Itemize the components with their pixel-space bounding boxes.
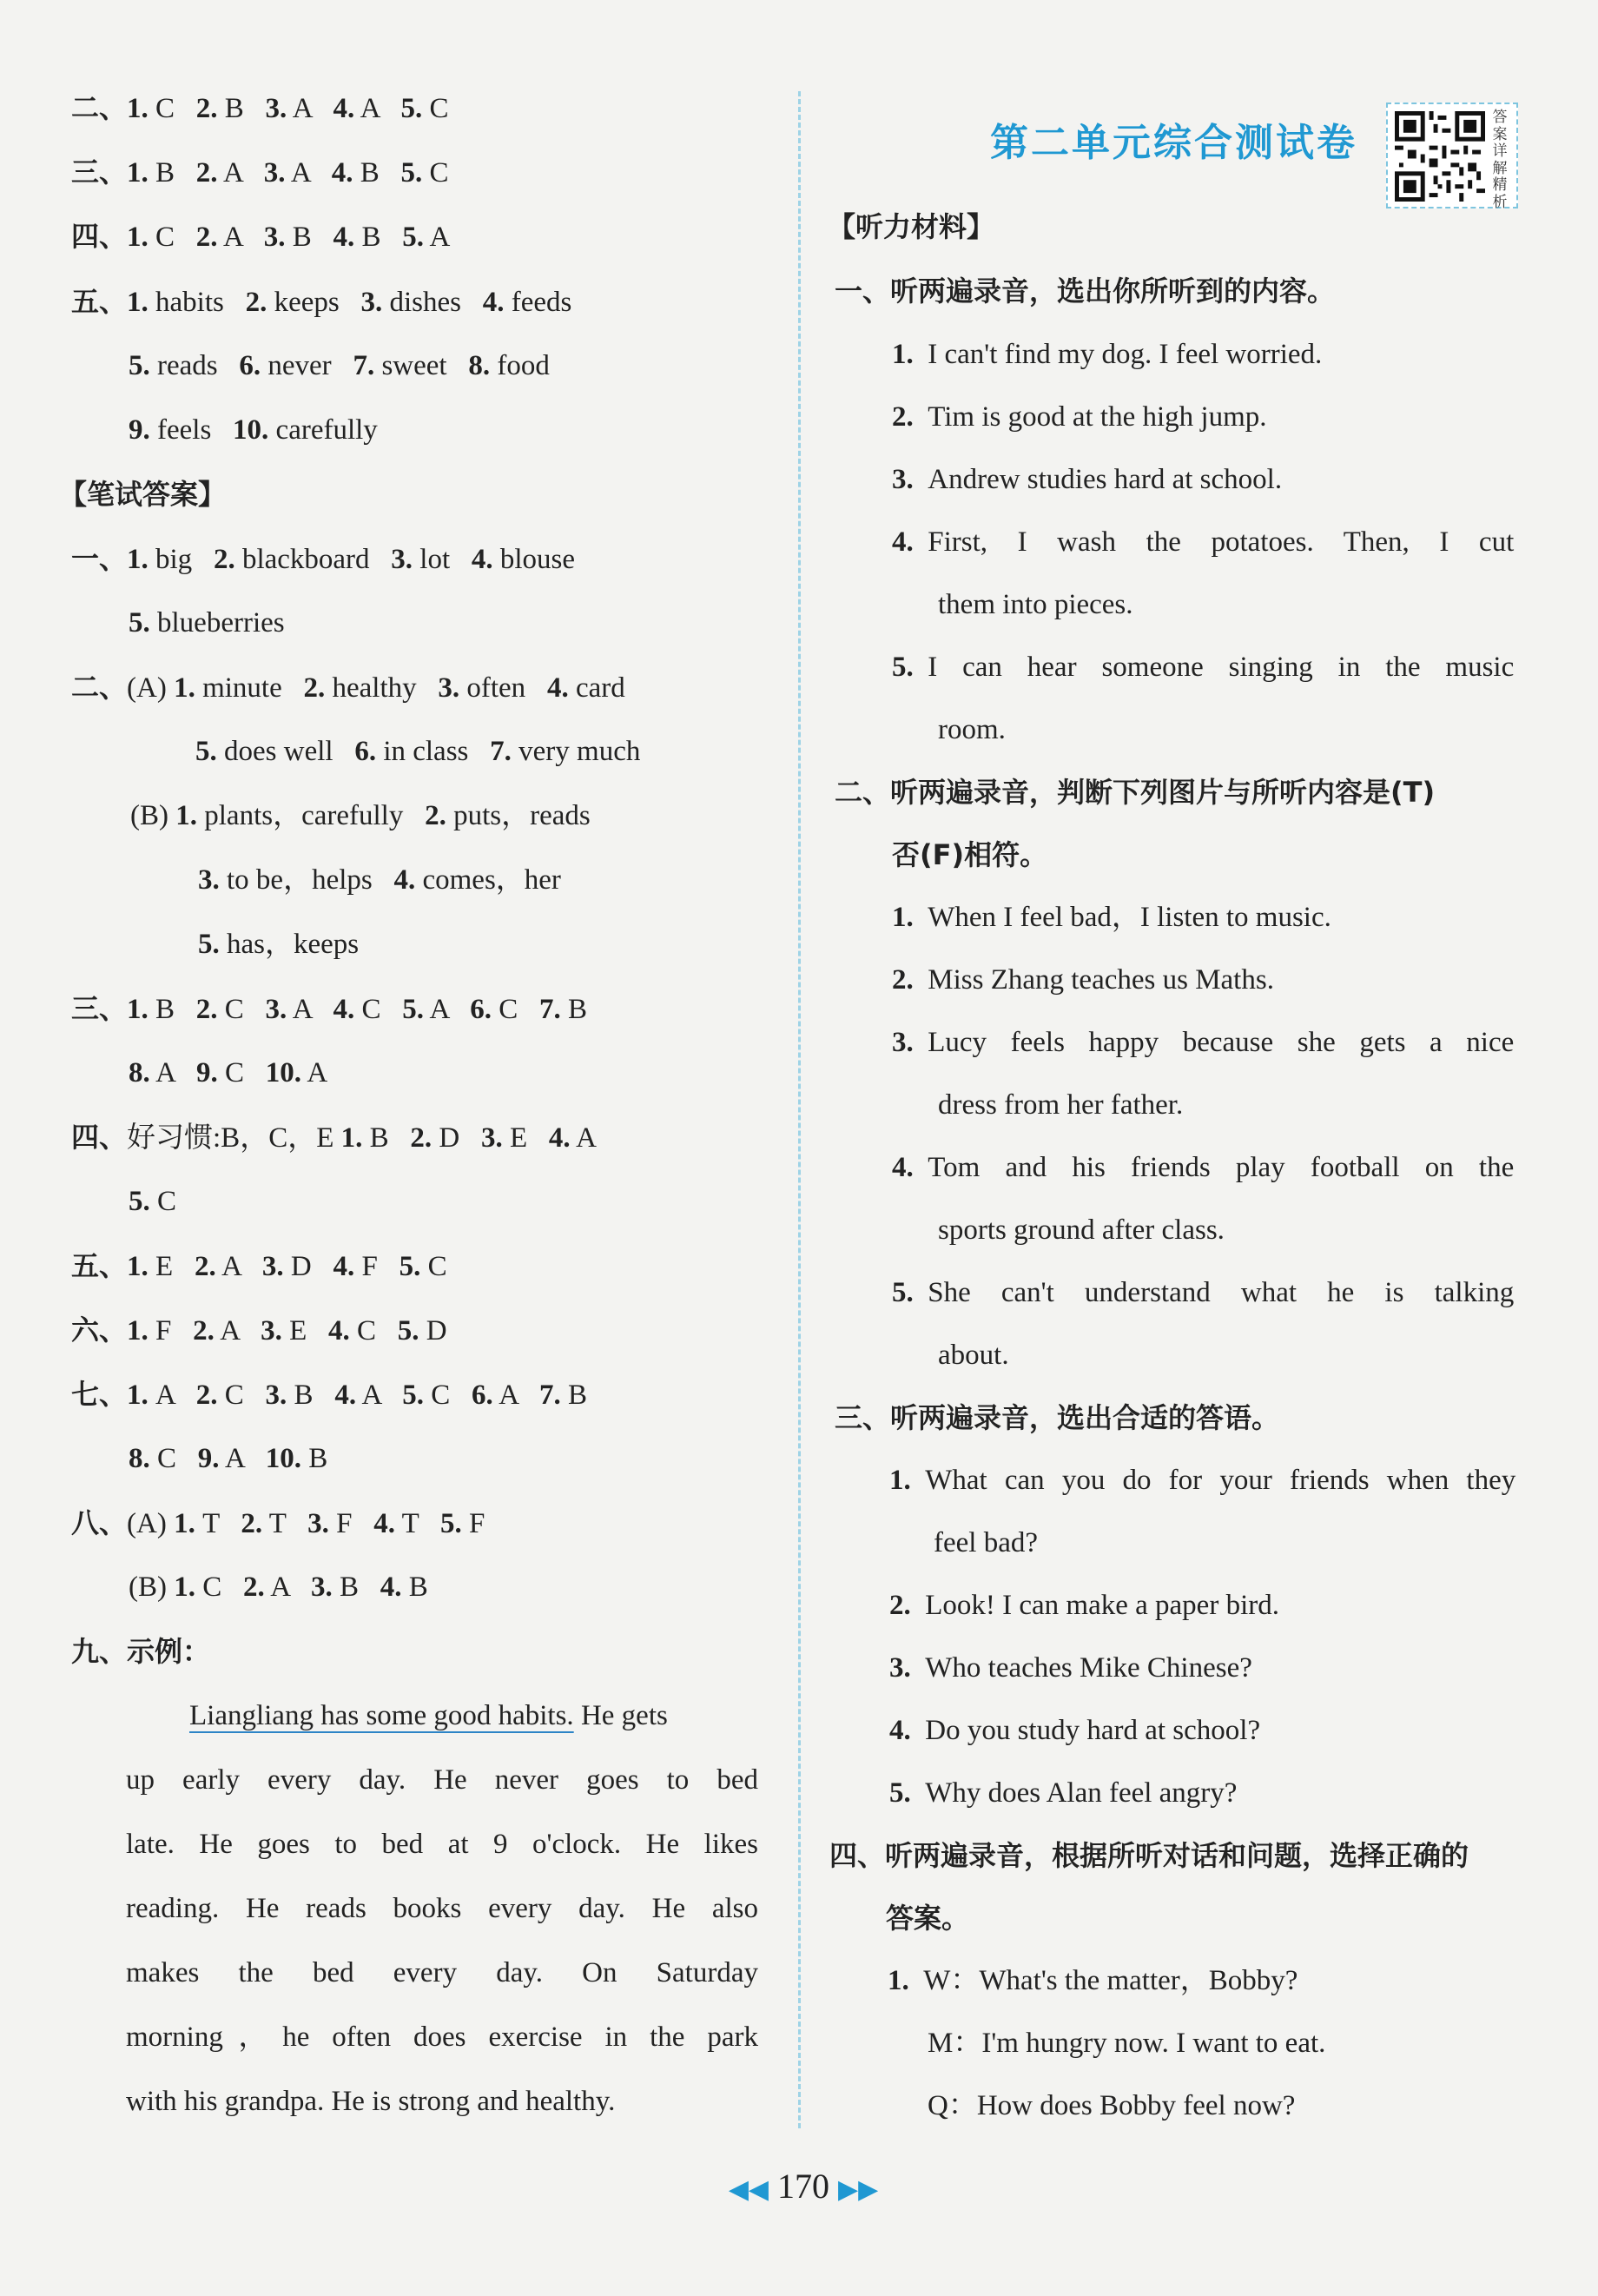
list-item: 1. What can you do for your friends when they xyxy=(889,1465,1516,1496)
section-title: 一、听两遍录音，选出你所听到的内容。 xyxy=(835,275,1336,308)
qr-label: 答案详解精析 xyxy=(1492,109,1508,211)
essay-line: morning，he often does exercise in the park xyxy=(126,2021,758,2053)
answer-row: 8. A 9. C 10. A xyxy=(129,1057,328,1088)
section-title: 二、听两遍录音，判断下列图片与所听内容是(T) xyxy=(835,776,1436,809)
list-item: 4. Tom and his friends play football on the xyxy=(892,1152,1515,1183)
essay-line: late. He goes to bed at 9 o'clock. He likes xyxy=(126,1829,758,1860)
list-item-continuation: them into pieces. xyxy=(938,589,1133,620)
answer-row: 五、1. habits 2. keeps 3. dishes 4. feeds xyxy=(71,285,572,318)
essay-line: up early every day. He never goes to bed xyxy=(126,1764,758,1796)
section-title: 四、听两遍录音，根据所听对话和问题，选择正确的 xyxy=(829,1839,1469,1872)
answer-row: 一、1. big 2. blackboard 3. lot 4. blouse xyxy=(71,542,576,575)
answer-row: 9. feels 10. carefully xyxy=(129,414,378,446)
section-title-continuation: 否(F)相符。 xyxy=(892,838,1048,871)
section-label: 九、示例： xyxy=(71,1635,211,1668)
page-number: 170 xyxy=(777,2167,829,2206)
answer-row: 七、1. A 2. C 3. B 4. A 5. C 6. A 7. B xyxy=(71,1378,587,1411)
next-arrows-icon[interactable]: ▶▶ xyxy=(838,2175,879,2204)
prev-arrows-icon[interactable]: ◀◀ xyxy=(728,2175,769,2204)
answer-row: 四、好习惯:B，C，E 1. B 2. D 3. E 4. A xyxy=(71,1121,597,1154)
dialogue-line: Q：How does Bobby feel now? xyxy=(928,2090,1296,2121)
list-item: 3. Andrew studies hard at school. xyxy=(892,464,1283,495)
essay-line: reading. He reads books every day. He also xyxy=(126,1893,758,1924)
answer-row: 5. blueberries xyxy=(129,607,285,639)
answer-row: 5. reads 6. never 7. sweet 8. food xyxy=(129,350,550,381)
answer-row: (B) 1. plants，carefully 2. puts，reads xyxy=(130,800,591,831)
list-item: 1. When I feel bad，I listen to music. xyxy=(892,902,1331,933)
list-item: 5. She can't understand what he is talking xyxy=(892,1277,1515,1308)
answer-row: (B) 1. C 2. A 3. B 4. B xyxy=(129,1571,428,1603)
answer-row: 5. does well 6. in class 7. very much xyxy=(195,736,641,767)
list-item: 4. First, I wash the potatoes. Then, I cut xyxy=(892,526,1515,558)
list-item: 2. Look! I can make a paper bird. xyxy=(889,1590,1279,1621)
answer-row: 八、(A) 1. T 2. T 3. F 4. T 5. F xyxy=(71,1506,485,1539)
essay-topic-sentence: Liangliang has some good habits. xyxy=(189,1700,574,1731)
answer-row: 六、1. F 2. A 3. E 4. C 5. D xyxy=(71,1313,447,1347)
essay-line: Liangliang has some good habits. He gets xyxy=(189,1700,668,1731)
list-item: 5. Why does Alan feel angry? xyxy=(889,1777,1238,1809)
list-item: 4. Do you study hard at school? xyxy=(889,1715,1261,1746)
list-item-continuation: feel bad? xyxy=(934,1527,1038,1558)
list-item: 1. I can't find my dog. I feel worried. xyxy=(892,339,1323,370)
answer-row: 三、1. B 2. A 3. A 4. B 5. C xyxy=(71,155,449,189)
list-item-continuation: dress from her father. xyxy=(938,1089,1184,1121)
written-answers-header: 【笔试答案】 xyxy=(59,478,227,511)
page-footer xyxy=(686,2166,921,2209)
answer-row: 五、1. E 2. A 3. D 4. F 5. C xyxy=(71,1249,447,1282)
list-item: 2. Tim is good at the high jump. xyxy=(892,401,1267,433)
section-title-continuation: 答案。 xyxy=(886,1902,970,1935)
dialogue-line: M：I'm hungry now. I want to eat. xyxy=(928,2028,1326,2059)
essay-line: makes the bed every day. On Saturday xyxy=(126,1957,758,1988)
list-item: 3. Lucy feels happy because she gets a nice xyxy=(892,1027,1515,1058)
answer-row: 5. has，keeps xyxy=(198,929,360,960)
list-item-continuation: about. xyxy=(938,1340,1009,1371)
answer-row: 三、1. B 2. C 3. A 4. C 5. A 6. C 7. B xyxy=(71,992,587,1025)
answer-row: 二、(A) 1. minute 2. healthy 3. often 4. card xyxy=(71,671,625,704)
answer-row: 5. C xyxy=(129,1186,177,1217)
list-item-continuation: sports ground after class. xyxy=(938,1214,1225,1246)
column-divider xyxy=(798,91,801,2128)
list-item-continuation: room. xyxy=(938,714,1006,745)
list-item: 5. I can hear someone singing in the music xyxy=(892,652,1515,683)
answer-row: 二、1. C 2. B 3. A 4. A 5. C xyxy=(71,91,449,124)
answer-row: 3. to be，helps 4. comes，her xyxy=(198,864,561,896)
section-title: 第二单元综合测试卷 xyxy=(990,121,1357,165)
list-item: 3. Who teaches Mike Chinese? xyxy=(889,1652,1252,1684)
answer-row: 四、1. C 2. A 3. B 4. B 5. A xyxy=(71,220,451,253)
answer-row: 8. C 9. A 10. B xyxy=(129,1443,328,1474)
qr-code-box[interactable] xyxy=(1386,103,1518,211)
essay-line: with his grandpa. He is strong and healthy. xyxy=(126,2086,616,2117)
section-title: 三、听两遍录音，选出合适的答语。 xyxy=(835,1401,1280,1434)
qr-code-icon[interactable] xyxy=(1395,111,1485,202)
listening-header: 【听力材料】 xyxy=(828,210,995,243)
list-item: 1. W：What's the matter，Bobby? xyxy=(888,1965,1298,1996)
list-item: 2. Miss Zhang teaches us Maths. xyxy=(892,964,1274,996)
